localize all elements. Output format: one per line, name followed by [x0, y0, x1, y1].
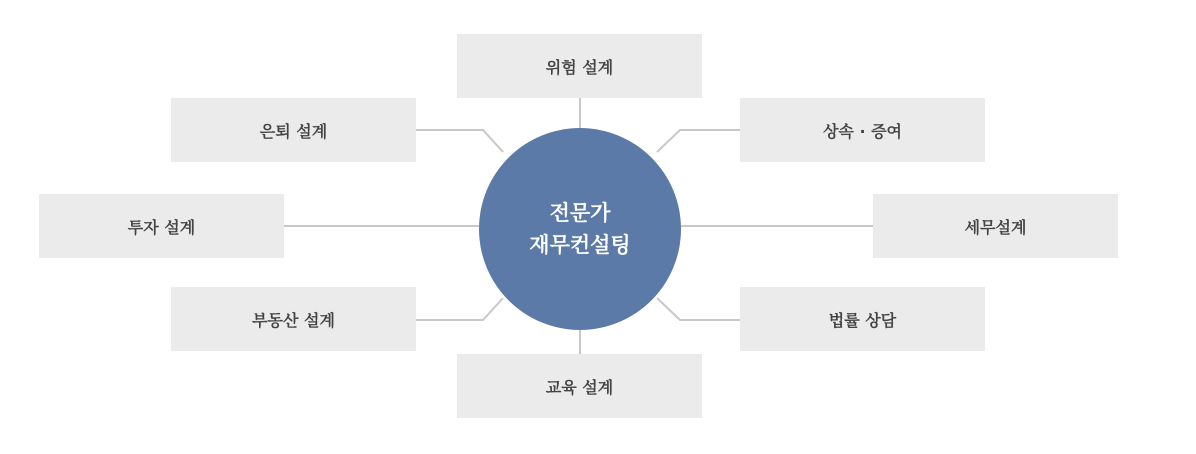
node-label: 교육 설계 [545, 377, 614, 397]
node-education-design [457, 354, 702, 418]
node-label: 상속 · 증여 [822, 121, 903, 141]
connector-legal [657, 298, 740, 320]
node-tax-design [873, 194, 1118, 258]
node-legal-consulting [740, 287, 985, 351]
node-label: 위험 설계 [545, 57, 614, 77]
node-label: 부동산 설계 [252, 310, 335, 330]
node-risk-design [457, 34, 702, 98]
center-hub [479, 128, 681, 330]
node-label: 투자 설계 [127, 217, 196, 237]
node-inheritance-gift [740, 98, 985, 162]
node-real-estate-design [171, 287, 416, 351]
node-label: 세무설계 [964, 217, 1027, 237]
connector-inheritance [657, 130, 740, 152]
node-label: 법률 상담 [828, 310, 897, 330]
center-title-line2: 재무컨설팅 [529, 233, 631, 257]
connector-real-estate [416, 298, 503, 320]
node-retirement-design [171, 98, 416, 162]
center-title-line1: 전문가 [549, 201, 611, 225]
node-label: 은퇴 설계 [259, 121, 328, 141]
node-investment-design [39, 194, 284, 258]
connector-retirement [416, 130, 503, 152]
